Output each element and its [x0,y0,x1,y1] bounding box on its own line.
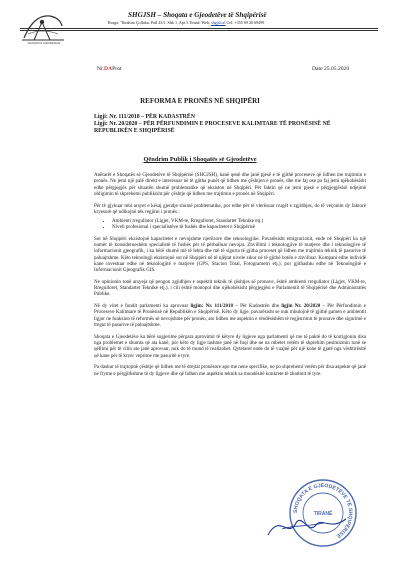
phone-text: Cel: +355 69 20 69499 [225,20,265,25]
law-1-label: Ligji: Nr. 111/2018 [94,114,140,120]
paragraph-6: Shoqata e Gjeodetëve ka bërë sugjerime përpara aprovimit të këtyre dy ligjeve nga parlamenti që me të paktë do të korrigjonin disa nga problemet e shumta që ata kanë, por këto dy ligje tashme janë në fuqi dhe ne na mbetet vetëm të shprehim pesimizmin tonë se qëllimi për të cilin ato janë aprovuar, nuk do të mund të realizohet. Qytetaret ende do të vuajnë për një kohe të gjatë nga vështirësitë që kane për të kryer veprime me pasuritë e tyre. [94,333,366,359]
p5-law-2: ligjin Nr. 20/2020 [281,303,321,310]
factors-list [94,218,366,231]
law-2-label: Ligji: Nr. 20/2020 [94,121,138,128]
paragraph-1: Anëtarët e Shoqatës së Gjeodetëve të Shqipërisë (SHGJSH), kanë qenë dhe janë pjesë e të gjithë proceseve që lidhen me trajtimin e pronës. Ne jemi një palë direkt e interesuar në të gjitha punët që lidhen me çështjen e pronës, dhe me faj ose pa faj jemi njëkohësisht edhe përgjegjës për situatën shumë problematike që ekziston në Shqipëri. Për faktin që ne jemi pjesë e përgjegjësisë ndjejmë obligimin të shprehemi publikisht për çështje që lidhen me trajtimin e pronës në Shqipëri. [94,172,366,197]
list-item: • Ambienti rregullator (Ligjet, VKM-te, Rregulloret, Standartet Teknike etj.) [112,218,366,224]
paragraph-3: Sot në Shqipëri ekzistojnë kapacitetet e nevojshme njerëzore dhe teknologjike. Pavarësisht emigracionit, ende në Shqipëri ka një numër të konsiderueshëm specialistë të fushës për të përballuar nevojat. Zhvillimi i teknologjive të matjeve dhe i teknologjive të informacionit gjeografik, i ka bërë shumë më të lehta dhe më të sigurta të gjitha proceset që lidhen me trajtimin teknik të pasurive të paluajtshme. Këto teknologji ekzistojnë sot në Shqipëri në të njëjtat nivele sikur në të gjithë botën e zhvilluar. Kompani edhe individë kane investuar edhe në teknologjitë e matjeve (GPS, Stacion Total, Fotogrametri etj.), por gjithashtu edhe në Teknologjitë e Informacionit Gjeografik GIS. [94,235,366,274]
organization-address [108,20,264,25]
paragraph-7: Pa dashur të trajtojmë çështje që lidhen me të drejtat pronësore apo me nene specifike, ne po shprehemi vetëm për disa aspekte që janë ne fryme e përgjithshme të dy ligjeve dhe që lidhen me aspektin teknik sa mundësitë konkrete të zbatimit të tyre. [94,364,366,377]
header-divider [20,28,378,29]
p5-text-a: Në dy vitet e fundit parlamenti ka aprovuar [94,303,191,310]
p5-text-e: – Për Përfundimin e Proceseve Kalimtare të Pronësisë në Republikën e Shqipërisë. Këto dy ligje, pavarësisht se nuk mbulojnë të gjithë gamen e ambientit ligjor ne funksion të reformës së nevojshme për pronën, ato lidhen me aspektin e rëndësishëm të regjistrimit të pronave dhe sigurimë e tregut të pasurive të paluajtshme. [94,303,366,328]
paragraph-5 [94,303,366,328]
document-date: Date 25.05.2020 [312,66,350,72]
seal-center-text: TIRANË [313,511,333,517]
protocol-number [97,66,121,72]
website-link[interactable]: shgjsh.al [211,20,226,25]
protocol-stamp: DA [104,66,113,72]
laws-block [94,114,364,136]
logo-caption: SHOQATA E GJEODETEVE [27,42,61,45]
organization-name: SHGJSH – Shoqata e Gjeodetëve të Shqipërisë [128,11,267,19]
document-title: REFORMA E PRONËS NË SHQIPËRI [140,97,260,105]
p5-text-c: – Për Kadastrën dhe [233,303,282,310]
signature [262,505,352,545]
protocol-suffix: Prot [112,66,122,72]
law-2 [94,121,364,135]
document-body [94,172,366,382]
p5-law-1: ligjin: Nr. 111/2018 [190,303,234,310]
seal-ring-text: SHOQATA E GJEODETËVE TË SHQIPËRISË [292,482,354,539]
document-subtitle: Qëndrim Publik i Shoqatës së Gjeodetëve [143,156,257,163]
law-1-text: – PËR KADASTRËN [139,114,195,120]
paragraph-2: Për të gjykuar mbi arsyet e kësaj gjendje shumë problematike, por edhe për të vlerësuar rrugët e zgjidhjes, do të veçonim dy faktorë kryesorë që ndikojnë tek regjimi i pronës : [94,202,366,215]
paragraph-4: Ne opinionin tonë arsyeja që pengon zgjidhjen e aspektit teknik të çështjes së pronave, është ambienti rregullator (Ligjet, VKM-te, Rregulloret, Standartet Teknike etj.), i cili është monopol dhe njëkohësisht përgjegjësi e Parlamentit të Shqipërisë dhe Administratës Publike. [94,278,366,298]
law-2-text: – PËR PËRFUNDIMIN E PROCESEVE KALIMTARE TË PRONËSISË NË REPUBLIKËN E SHQIPËRISË [94,121,331,135]
address-text: Rruga: "Ibrahim Çollaku, Pall 23/1, Shk 1, Apt 3 Tiranë, Web: [108,20,212,25]
header-divider-secondary [20,30,378,31]
protocol-prefix: Nr. [97,66,104,72]
list-item: • Niveli profesional i specialistëve të fushës dhe kapacitetet e Shqipërisë [112,224,366,230]
